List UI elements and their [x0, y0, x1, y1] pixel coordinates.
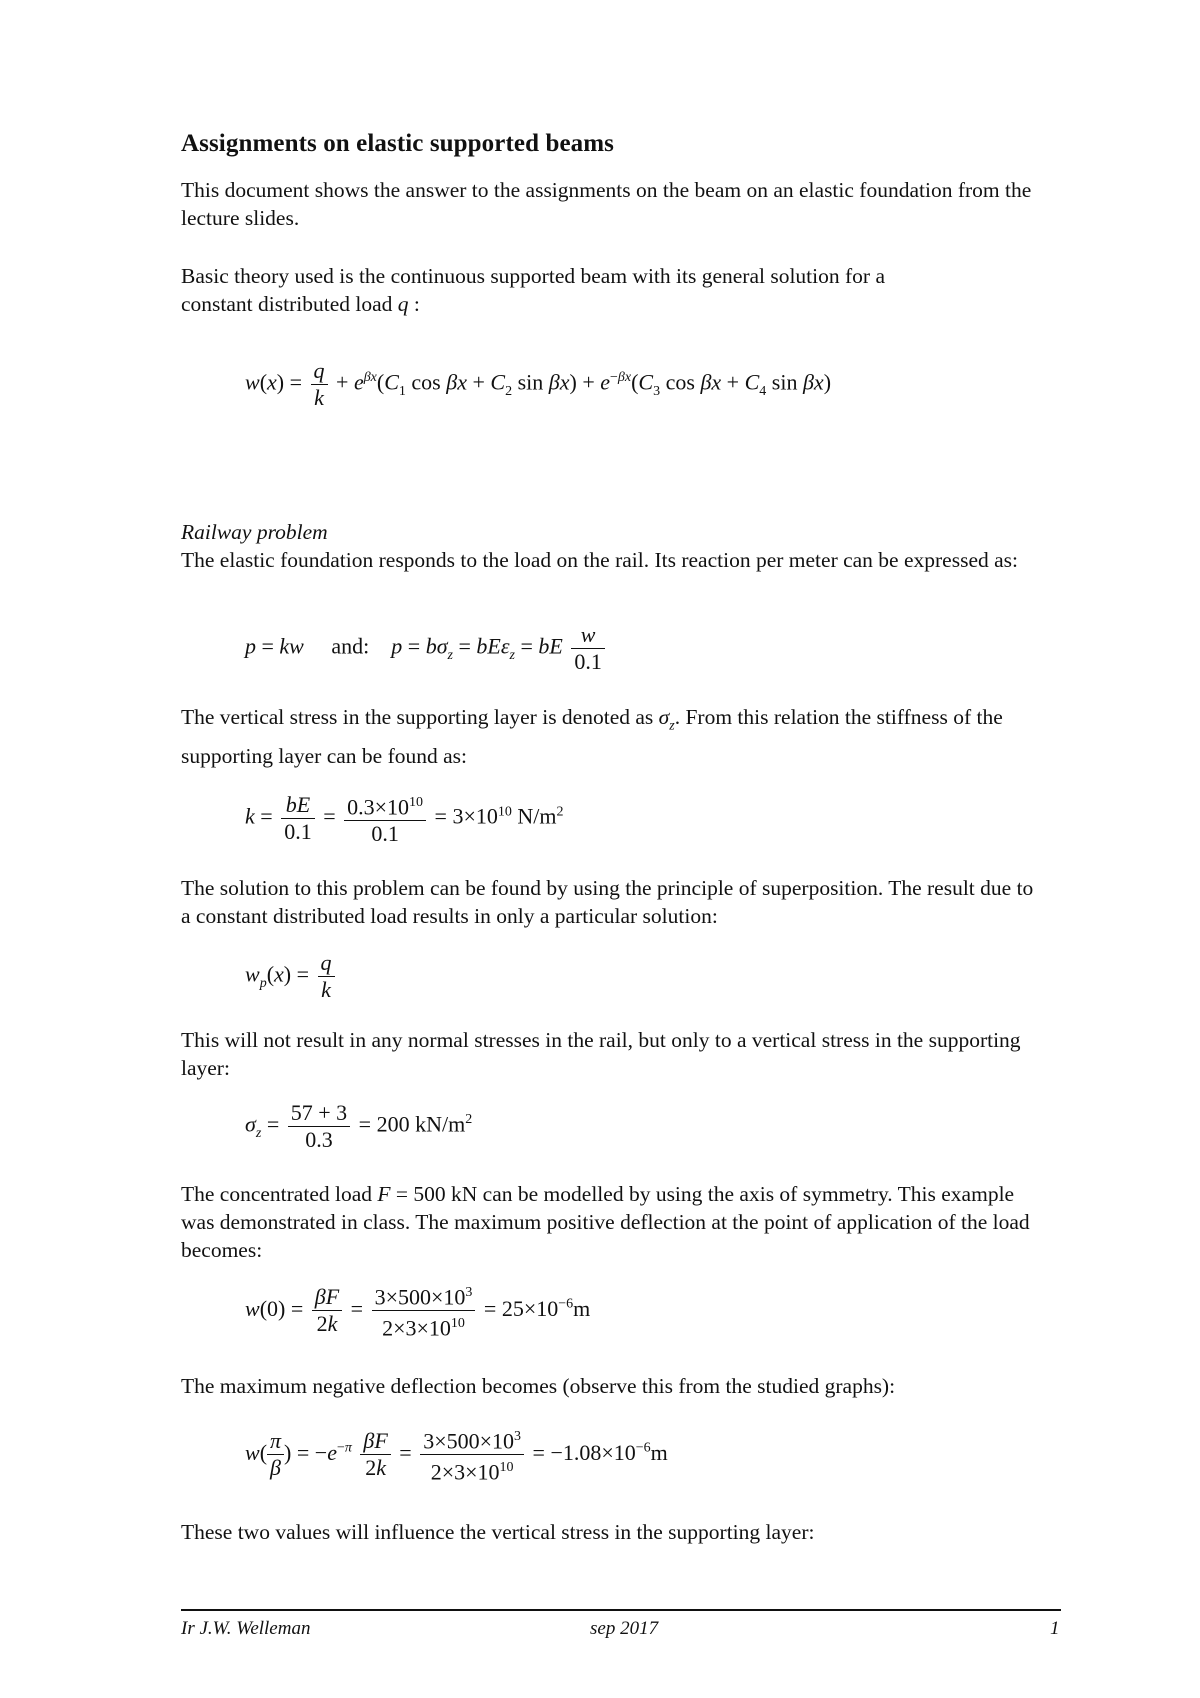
footer-divider	[181, 1609, 1061, 1611]
solution-paragraph: The solution to this problem can be found by using the principle of superposition. The result due to a constant distributed load results in only a particular solution:	[181, 876, 1034, 928]
concentrated-text-1: The concentrated load	[181, 1182, 373, 1206]
general-solution-equation: w(x) = $\frac{q}{k}$ + $e^{\beta x}(C_1$ $\cos \beta x + C_2$ $\sin \beta x) + e^{-\beta x}(C_3$ $\cos \beta x + C_4$ sin βx)	[245, 358, 832, 410]
reaction-equation: p = kw and: $p = b\sigma_z = bE\varepsilon_z$ = bE $\frac{w}{0.1}$	[245, 622, 608, 675]
intro-paragraph: This document shows the answer to the assignments on the beam on an elastic foundation from the lecture slides.	[181, 178, 1032, 230]
and-label: and:	[331, 633, 370, 659]
load-symbol-q: q	[397, 292, 409, 316]
negative-deflection-paragraph: The maximum negative deflection becomes (observe this from the studied graphs):	[181, 1374, 896, 1398]
force-symbol-F: F	[377, 1182, 391, 1206]
basic-theory-text-2: constant distributed load	[181, 292, 393, 316]
positive-deflection-equation: w(0) = $\frac{\beta F}{2k}$ = $\frac{3\times 500\times 10^3}{2\times 3\times 10^{10}}$ = $25\times 10^{-6}m$	[245, 1280, 590, 1342]
basic-theory-colon: :	[413, 292, 420, 316]
basic-theory-paragraph	[181, 262, 1041, 318]
stiffness-equation: k = $\frac{bE}{0.1}$ = $\frac{0.3\times 10^{10}}{0.1}$ = $3\times 10^{10}$ $N/m^2$	[245, 790, 563, 847]
normal-stress-paragraph: This will not result in any normal stresses in the rail, but only to a vertical stress in the supporting layer:	[181, 1028, 1021, 1080]
section-heading-railway: Railway problem	[181, 520, 328, 544]
footer-date: sep 2017	[590, 1618, 659, 1639]
concentrated-text-2: = 500 kN can be modelled by using the axis of symmetry. This example was demonstrated in class. The maximum positive deflection at the point of application of the load becomes:	[181, 1182, 1030, 1262]
vertical-stress-text-2: . From this relation the stiffness of the supporting layer can be found as:	[181, 705, 1003, 769]
basic-theory-text-1: Basic theory used is the continuous supported beam with its general solution for a	[181, 264, 885, 288]
footer-author: Ir J.W. Welleman	[181, 1618, 311, 1639]
vertical-stress-text-1: The vertical stress in the supporting layer is denoted as	[181, 705, 654, 729]
particular-solution-equation: $w_p(x)$ = $\frac{q}{k}$	[245, 950, 338, 1003]
negative-deflection-equation: w( $\frac{\pi}{\beta}$ ) = $-e^{-\pi}$ $\frac{\beta F}{2k}$ = $\frac{3\times 500\times 10^3}{2\times 3\times 10^{10}}$ = $-1.08\times 10^{-6}m$	[245, 1424, 668, 1486]
vertical-stress-paragraph: The vertical stress in the supporting layer is denoted as $\sigma_z$. From this relation the stiffness of the supporting layer can be found as:	[181, 705, 1003, 769]
concentrated-load-paragraph	[181, 1180, 1041, 1264]
footer-page-number: 1	[1050, 1618, 1060, 1639]
influence-paragraph: These two values will influence the vertical stress in the supporting layer:	[181, 1520, 815, 1544]
railway-paragraph: The elastic foundation responds to the load on the rail. Its reaction per meter can be expressed as:	[181, 548, 1019, 572]
document-title: Assignments on elastic supported beams	[181, 130, 614, 157]
sigma-z-equation: $\sigma_z$ = $\frac{57 + 3}{0.3}$ = 200 $kN/m^2$	[245, 1100, 473, 1152]
